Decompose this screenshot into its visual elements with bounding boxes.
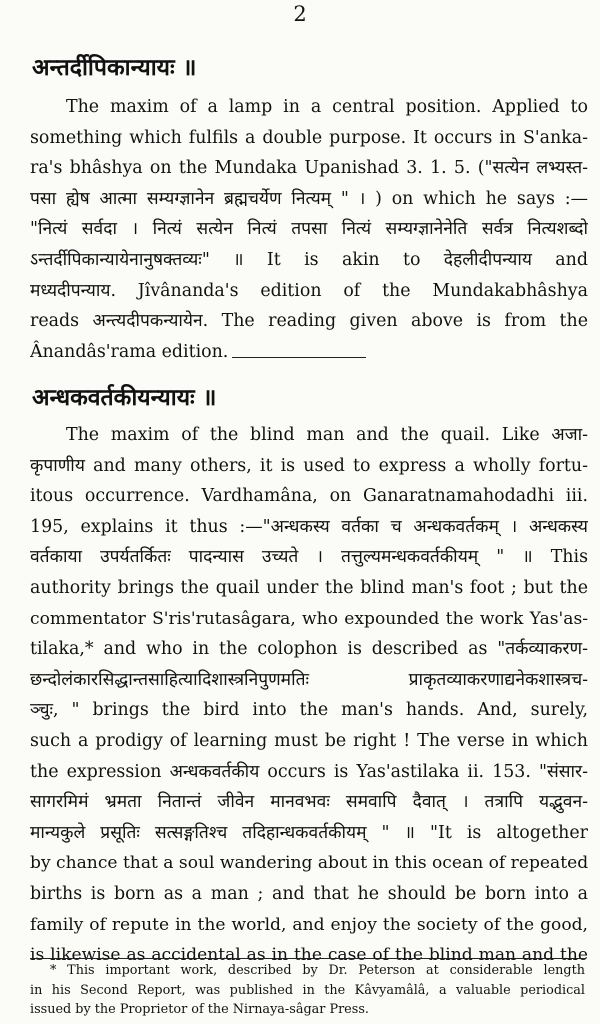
text-line: छन्दोलंकारसिद्धान्तसाहित्यादिशास्त्रनिपुणमतिः प्राकृतव्याकरणाद्यनेकशास्त्रच- <box>30 669 588 690</box>
footnote-line: in his Second Report, was published in the Kâvyamâlâ, a valuable periodical <box>30 982 585 998</box>
section-heading-andhakavartakiya: अन्धकवर्तकीयन्यायः ॥ <box>32 384 217 411</box>
text-line: 195, explains it thus :—"अन्धकस्य वर्तका च अन्धकवर्तकम् । अन्धकस्य <box>30 516 588 537</box>
text-line: वर्तकाया उपर्यतर्कितः पादन्यास उच्यते । तत्तुल्यमन्धकवर्तकीयम् " ॥ This <box>30 547 588 568</box>
page-number: 2 <box>293 2 307 26</box>
text-line: by chance that a soul wandering about in this ocean of repeated <box>30 853 588 874</box>
text-line: authority brings the quail under the blind man's foot ; but the <box>30 577 588 598</box>
text-line: The maxim of the blind man and the quail. Like अजा- <box>66 425 588 445</box>
text-line: मध्यदीपन्याय. Jîvânanda's edition of the Mundakabhâshya <box>30 280 588 301</box>
text-line: सागरमिमं भ्रमता नितान्तं जीवेन मानवभवः समवापि दैवात् । तत्रापि यद्भुवन- <box>30 792 588 813</box>
text-line: births is born as a man ; and that he should be born into a <box>30 883 588 904</box>
footnote-divider <box>30 958 585 959</box>
text-line: पसा ह्येष आत्मा सम्यग्ज्ञानेन ब्रह्मचर्येण नित्यम् " । ) on which he says :— <box>30 188 588 209</box>
section-body-antardipika <box>30 92 588 367</box>
text-line: Ânandâs'rama edition. <box>30 341 229 362</box>
text-line: ra's bhâshya on the Mundaka Upanishad 3. 1. 5. ("सत्येन लभ्यस्त- <box>30 158 588 179</box>
footnote-line: issued by the Proprietor of the Nirnaya-sâgar Press. <box>30 1002 369 1017</box>
footnote-line: * This important work, described by Dr. Peterson at considerable length <box>50 963 585 978</box>
text-line: tilaka,* and who in the colophon is described as "तर्कव्याकरण- <box>30 639 588 660</box>
text-line: the expression अन्धकवर्तकीय occurs is Yas'astilaka ii. 153. "संसार- <box>30 761 588 782</box>
text-line: कृपाणीय and many others, it is used to express a wholly fortu- <box>30 455 588 476</box>
text-line: itous occurrence. Vardhamâna, on Ganaratnamahodadhi iii. <box>30 486 588 507</box>
footnote <box>30 961 585 1020</box>
section-divider <box>232 357 366 358</box>
text-line: reads अन्त्यदीपकन्यायेन. The reading given above is from the <box>30 311 588 332</box>
text-line: मान्यकुले प्रसूतिः सत्सङ्गतिश्च तदिहान्धकवर्तकीयम् " ॥ "It is altogether <box>30 822 588 843</box>
text-line: something which fulfils a double purpose. It occurs in S'anka- <box>30 127 588 148</box>
text-line: ऽन्तर्दीपिकान्यायेनानुषक्तव्यः" ॥ It is akin to देहलीदीपन्याय and <box>30 249 588 270</box>
text-line: such a prodigy of learning must be right ! The verse in which <box>30 730 588 751</box>
text-line: ञ्चुः, " brings the bird into the man's hands. And, surely, <box>30 700 588 721</box>
text-line: The maxim of a lamp in a central position. Applied to <box>66 97 588 117</box>
text-line: family of repute in the world, and enjoy the society of the good, <box>30 914 588 935</box>
text-line: commentator S'ris'rutasâgara, who expounded the work Yas'as- <box>30 608 588 629</box>
section-body-andhakavartakiya <box>30 420 588 971</box>
text-line: is likewise as accidental as in the case of the blind man and the <box>30 945 588 966</box>
text-line: "नित्यं सर्वदा । नित्यं सत्येन नित्यं तपसा नित्यं सम्यग्ज्ञानेनेति सर्वत्र नित्यशब्दो <box>30 219 588 240</box>
section-heading-antardipika: अन्तर्दीपिकान्यायः ॥ <box>32 54 197 81</box>
